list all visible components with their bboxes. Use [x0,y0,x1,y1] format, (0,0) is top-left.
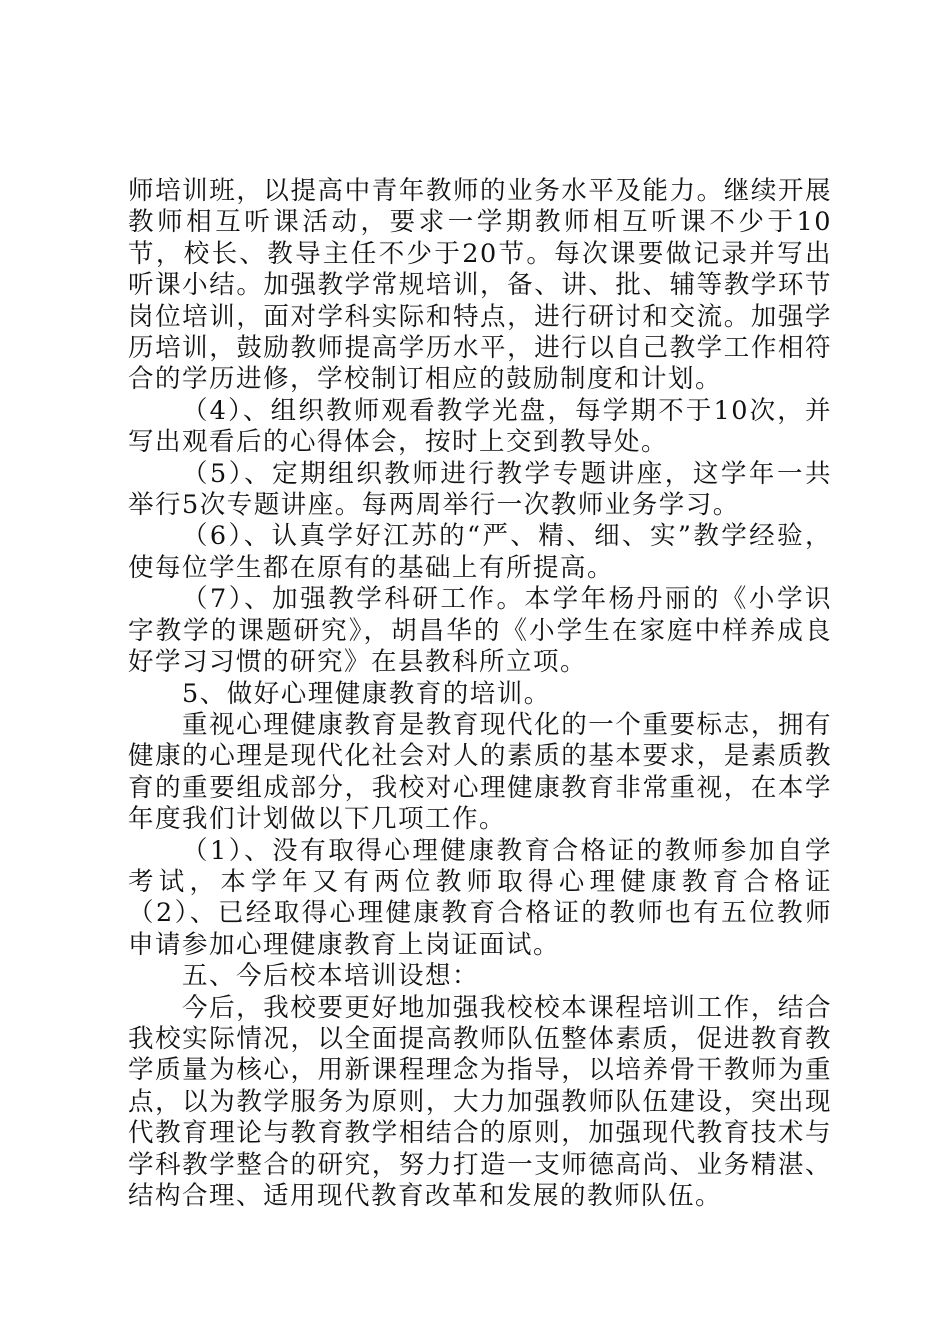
paragraph-teacher-training: 师培训班，以提高中青年教师的业务水平及能力。继续开展教师相互听课活动，要求一学期教师相互听课不少于10节，校长、教导主任不少于20节。每次课要做记录并写出听课小结。加强教学常规培训，备、讲、批、辅等教学环节岗位培训，面对学科实际和特点，进行研讨和交流。加强学历培训，鼓励教师提高学历水平，进行以自己教学工作相符合的学历进修，学校制订相应的鼓励制度和计划。 [128,176,832,395]
document-body [128,176,832,1212]
paragraph-item-7: （7）、加强教学科研工作。本学年杨丹丽的《小学识字教学的课题研究》，胡昌华的《小学生在家庭中样养成良好学习习惯的研究》在县教科所立项。 [128,584,832,678]
section-heading-mental-health: 5、做好心理健康教育的培训。 [182,678,551,709]
paragraph-mental-health-intro: 重视心理健康教育是教育现代化的一个重要标志，拥有健康的心理是现代化社会对人的素质的基本要求，是素质教育的重要组成部分，我校对心理健康教育非常重视，在本学年度我们计划做以下几项工作。 [128,709,832,835]
paragraph-item-6: （6）、认真学好江苏的“严、精、细、实”教学经验，使每位学生都在原有的基础上有所提高。 [128,521,832,583]
paragraph-item-5: （5）、定期组织教师进行教学专题讲座，这学年一共举行5次专题讲座。每两周举行一次教师业务学习。 [128,458,832,521]
section-heading-future-plans: 五、今后校本培训设想： [182,961,480,992]
paragraph-mental-health-item-1: （1）、没有取得心理健康教育合格证的教师参加自学考试，本学年又有两位教师取得心理健康教育合格证（2）、已经取得心理健康教育合格证的教师也有五位教师申请参加心理健康教育上岗证面试。 [128,835,832,960]
paragraph-future-plans: 今后，我校要更好地加强我校校本课程培训工作，结合我校实际情况，以全面提高教师队伍整体素质，促进教育教学质量为核心，用新课程理念为指导，以培养骨干教师为重点，以为教学服务为原则，大力加强教师队伍建设，突出现代教育理论与教育教学相结合的原则，加强现代教育技术与学科教学整合的研究，努力打造一支师德高尚、业务精湛、结构合理、适用现代教育改革和发展的教师队伍。 [128,992,832,1211]
paragraph-item-4: （4）、组织教师观看教学光盘，每学期不于10次，并写出观看后的心得体会，按时上交到教导处。 [128,395,832,458]
